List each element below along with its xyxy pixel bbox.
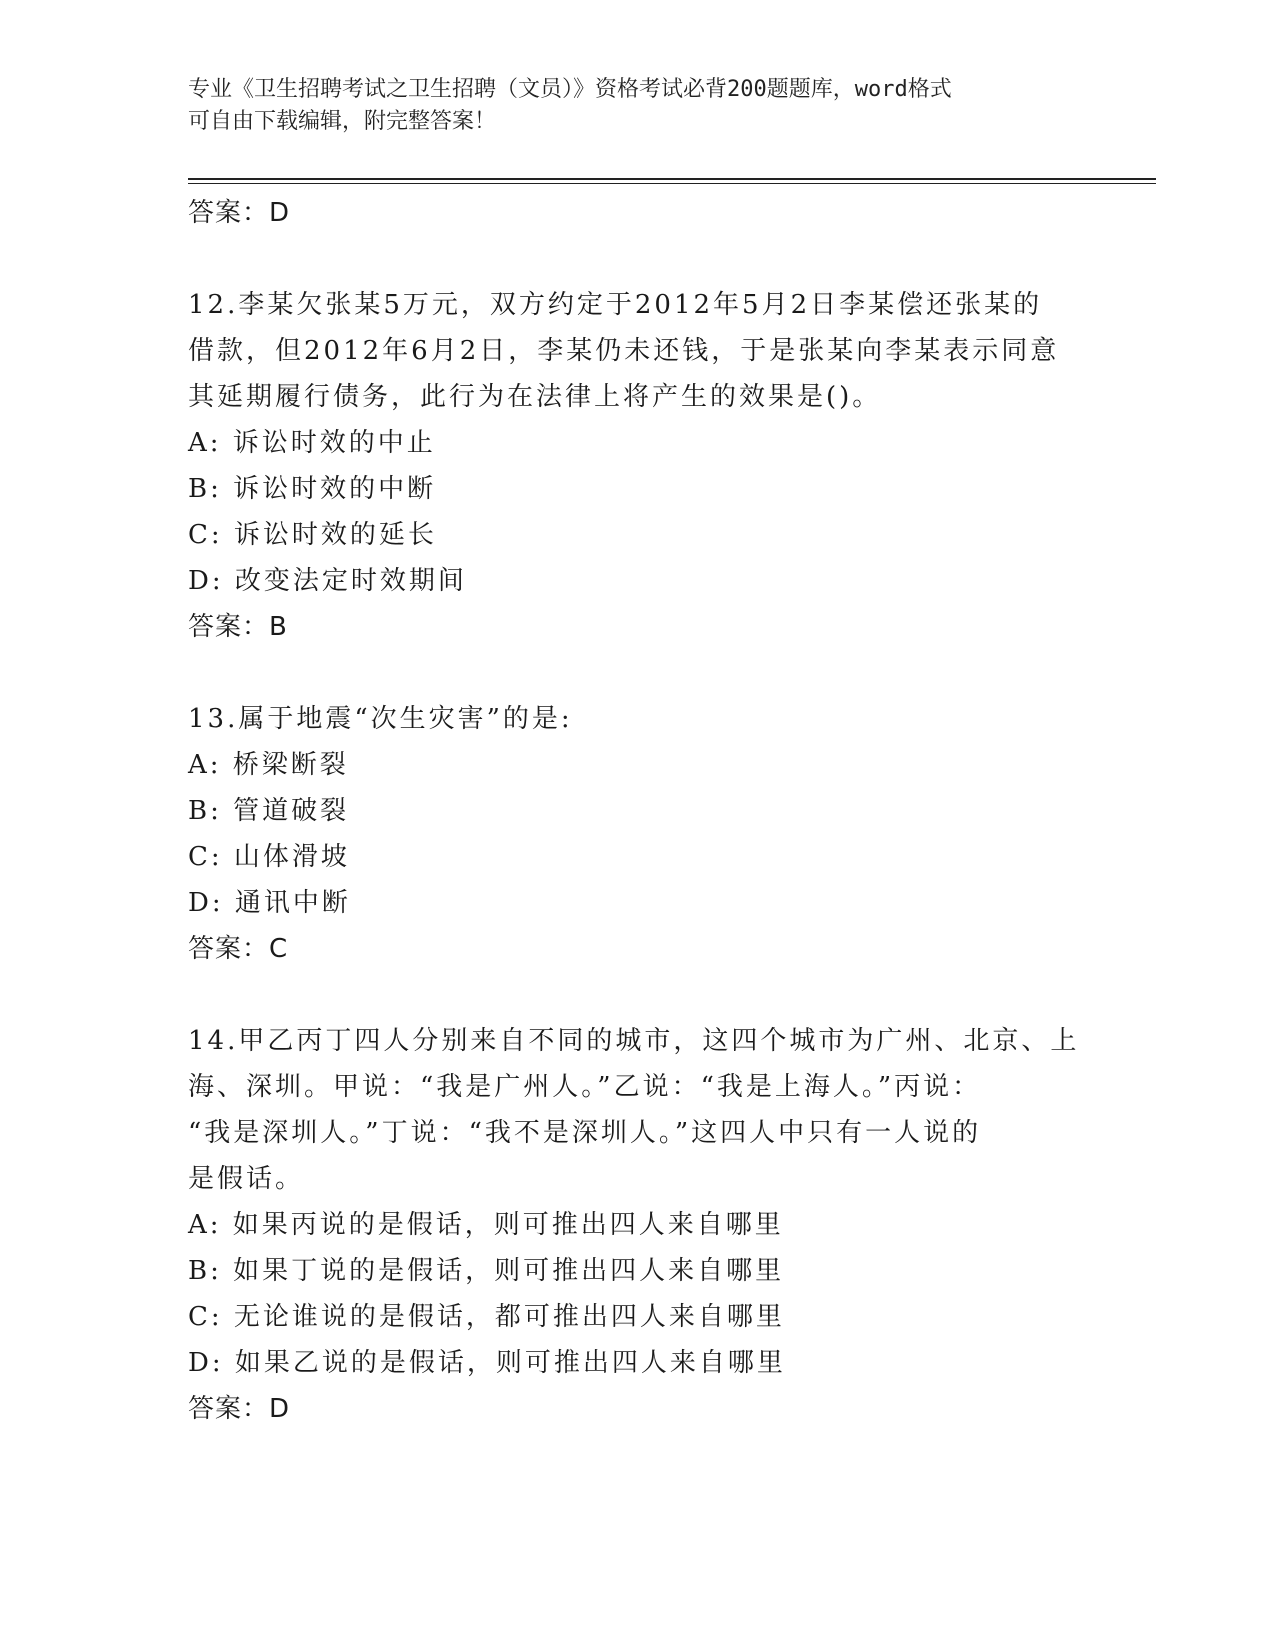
option-c: C: 山体滑坡	[188, 842, 350, 872]
question-line: 12.李某欠张某5万元，双方约定于2012年5月2日李某偿还张某的	[188, 290, 1043, 320]
option-a: A: 诉讼时效的中止	[188, 428, 436, 458]
option-c: C: 诉讼时效的延长	[188, 520, 437, 550]
answer-line: 答案：D	[188, 198, 291, 228]
option-c: C: 无论谁说的是假话，都可推出四人来自哪里	[188, 1302, 785, 1332]
option-b: B: 如果丁说的是假话，则可推出四人来自哪里	[188, 1256, 785, 1286]
document-header	[188, 74, 1068, 138]
question-block	[188, 282, 1088, 650]
spacer	[188, 236, 1088, 282]
answer-line: 答案：C	[188, 934, 289, 964]
question-line: 借款，但2012年6月2日，李某仍未还钱，于是张某向李某表示同意	[188, 336, 1060, 366]
option-a: A: 如果丙说的是假话，则可推出四人来自哪里	[188, 1210, 784, 1240]
option-d: D: 改变法定时效期间	[188, 566, 467, 596]
question-block	[188, 696, 1088, 972]
question-line: 海、深圳。甲说：“我是广州人。”乙说：“我是上海人。”丙说：	[188, 1072, 982, 1102]
option-a: A: 桥梁断裂	[188, 750, 349, 780]
option-d: D: 如果乙说的是假话，则可推出四人来自哪里	[188, 1348, 786, 1378]
option-d: D: 通讯中断	[188, 888, 351, 918]
header-divider-thin	[188, 183, 1156, 184]
question-line: “我是深圳人。”丁说：“我不是深圳人。”这四人中只有一人说的	[188, 1118, 982, 1148]
spacer	[188, 972, 1088, 1018]
header-line-2: 可自由下载编辑，附完整答案！	[188, 109, 497, 134]
answer-line: 答案：D	[188, 1394, 291, 1424]
question-text	[188, 1018, 1088, 1202]
question-line: 14.甲乙丙丁四人分别来自不同的城市，这四个城市为广州、北京、上	[188, 1026, 1080, 1056]
spacer	[188, 650, 1088, 696]
question-list	[188, 190, 1088, 1432]
question-line: 13.属于地震“次生灾害”的是:	[188, 704, 573, 734]
header-divider-thick	[188, 178, 1156, 180]
header-line-1: 专业《卫生招聘考试之卫生招聘（文员）》资格考试必背200题题库，word格式	[188, 77, 952, 102]
question-block	[188, 1018, 1088, 1432]
question-line: 其延期履行债务，此行为在法律上将产生的效果是()。	[188, 382, 882, 412]
question-text	[188, 696, 1088, 742]
option-b: B: 诉讼时效的中断	[188, 474, 437, 504]
question-line: 是假话。	[188, 1164, 305, 1194]
option-b: B: 管道破裂	[188, 796, 350, 826]
question-text	[188, 282, 1088, 420]
answer-line: 答案：B	[188, 612, 288, 642]
